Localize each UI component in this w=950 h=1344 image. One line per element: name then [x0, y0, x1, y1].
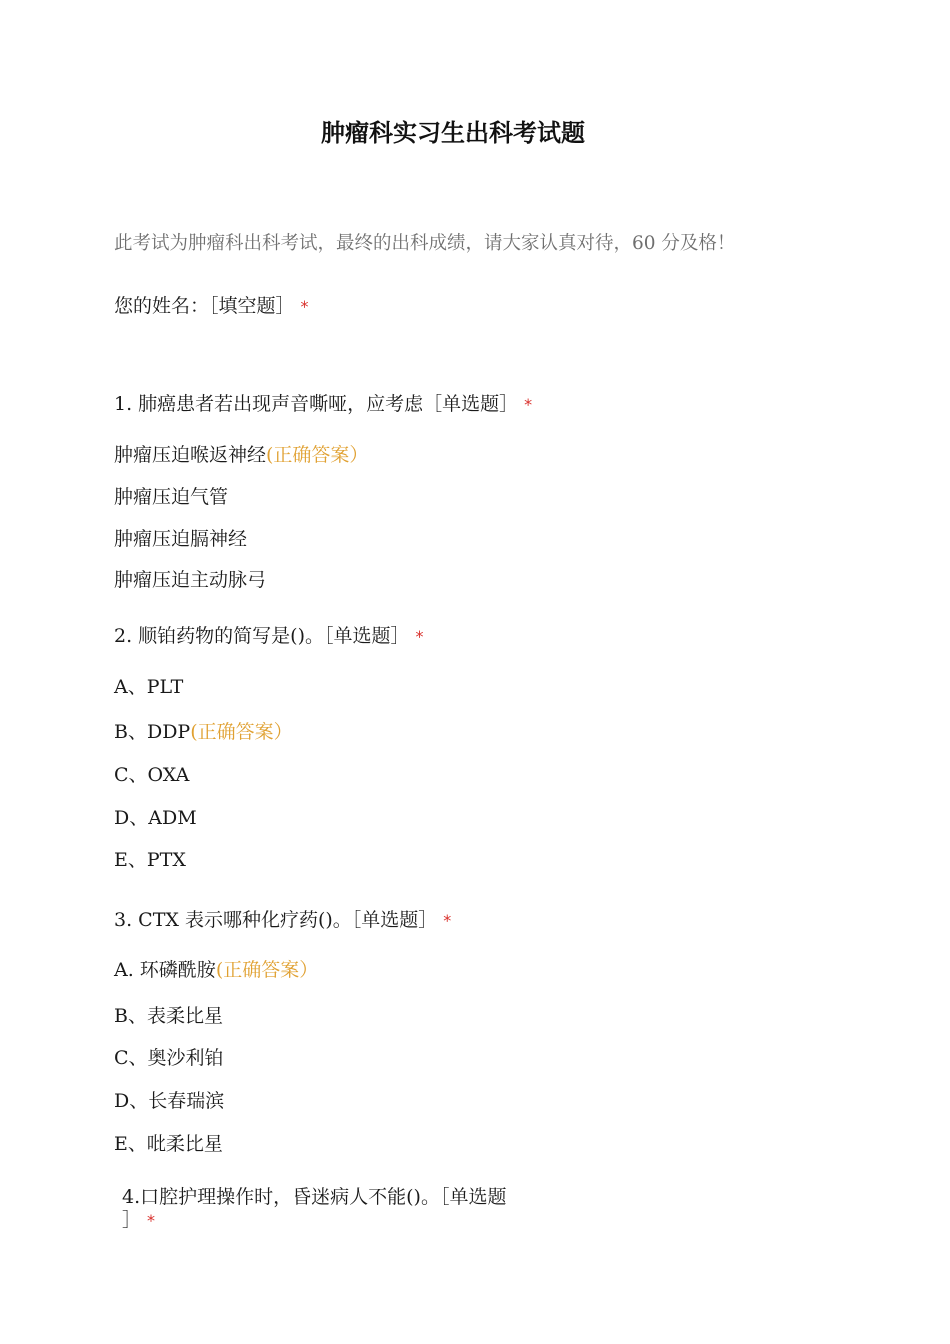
name-field-question	[114, 293, 309, 320]
question-3-option-a[interactable]	[114, 957, 318, 983]
option-label: E、吡柔比星	[114, 1133, 223, 1155]
option-label: 肿瘤压迫膈神经	[114, 528, 248, 550]
option-label: D、长春瑞滨	[114, 1090, 225, 1112]
question-4-text-line1: 4.口腔护理操作时，昏迷病人不能()。［单选题	[122, 1186, 507, 1208]
option-label: A. 环磷酰胺	[114, 959, 216, 981]
question-1-option-a[interactable]	[114, 442, 368, 468]
question-2-option-d[interactable]	[114, 805, 197, 831]
correct-answer-tag: (正确答案）	[215, 959, 319, 981]
option-label: B、表柔比星	[114, 1005, 223, 1027]
document-title: 肿瘤科实习生出科考试题	[321, 119, 585, 147]
question-1-text: 1. 肺癌患者若出现声音嘶哑，应考虑［单选题］	[114, 393, 519, 415]
name-field-label: 您的姓名：［填空题］	[114, 295, 295, 317]
correct-answer-tag: (正确答案）	[190, 721, 293, 743]
question-4-text-line2	[122, 1209, 562, 1232]
question-1-option-b[interactable]	[114, 484, 228, 510]
question-2-text: 2. 顺铂药物的简写是()。［单选题］	[114, 625, 410, 647]
question-1-option-c[interactable]	[114, 526, 247, 552]
required-mark: *	[147, 1211, 156, 1230]
question-2	[114, 623, 424, 650]
correct-answer-tag: (正确答案）	[266, 444, 369, 466]
question-2-option-e[interactable]	[114, 847, 186, 873]
option-label: 肿瘤压迫喉返神经	[114, 444, 267, 466]
required-mark: *	[300, 297, 309, 316]
question-3-text: 3. CTX 表示哪种化疗药()。［单选题］	[114, 909, 438, 931]
option-label: A、PLT	[114, 676, 184, 698]
question-4-text-bracket: ］	[122, 1209, 142, 1231]
question-2-option-a[interactable]	[114, 674, 183, 700]
option-label: 肿瘤压迫气管	[114, 486, 229, 508]
question-3-option-b[interactable]	[114, 1003, 223, 1029]
question-2-option-c[interactable]	[114, 762, 189, 788]
question-2-option-b[interactable]	[114, 719, 293, 745]
option-label: E、PTX	[114, 849, 186, 871]
required-mark: *	[415, 627, 424, 646]
question-1-option-d[interactable]	[114, 567, 266, 593]
option-label: 肿瘤压迫主动脉弓	[114, 569, 267, 591]
required-mark: *	[443, 911, 452, 930]
option-label: C、OXA	[114, 764, 190, 786]
option-label: D、ADM	[114, 807, 197, 829]
question-3-option-d[interactable]	[114, 1088, 224, 1114]
option-label: B、DDP	[114, 721, 191, 743]
question-3	[114, 907, 451, 934]
required-mark: *	[524, 395, 533, 414]
exam-intro: 此考试为肿瘤科出科考试，最终的出科成绩，请大家认真对待，60 分及格！	[114, 233, 736, 254]
question-4	[122, 1186, 562, 1232]
question-3-option-e[interactable]	[114, 1131, 223, 1157]
question-1	[114, 391, 532, 418]
option-label: C、奥沙利铂	[114, 1047, 224, 1069]
question-3-option-c[interactable]	[114, 1045, 224, 1071]
